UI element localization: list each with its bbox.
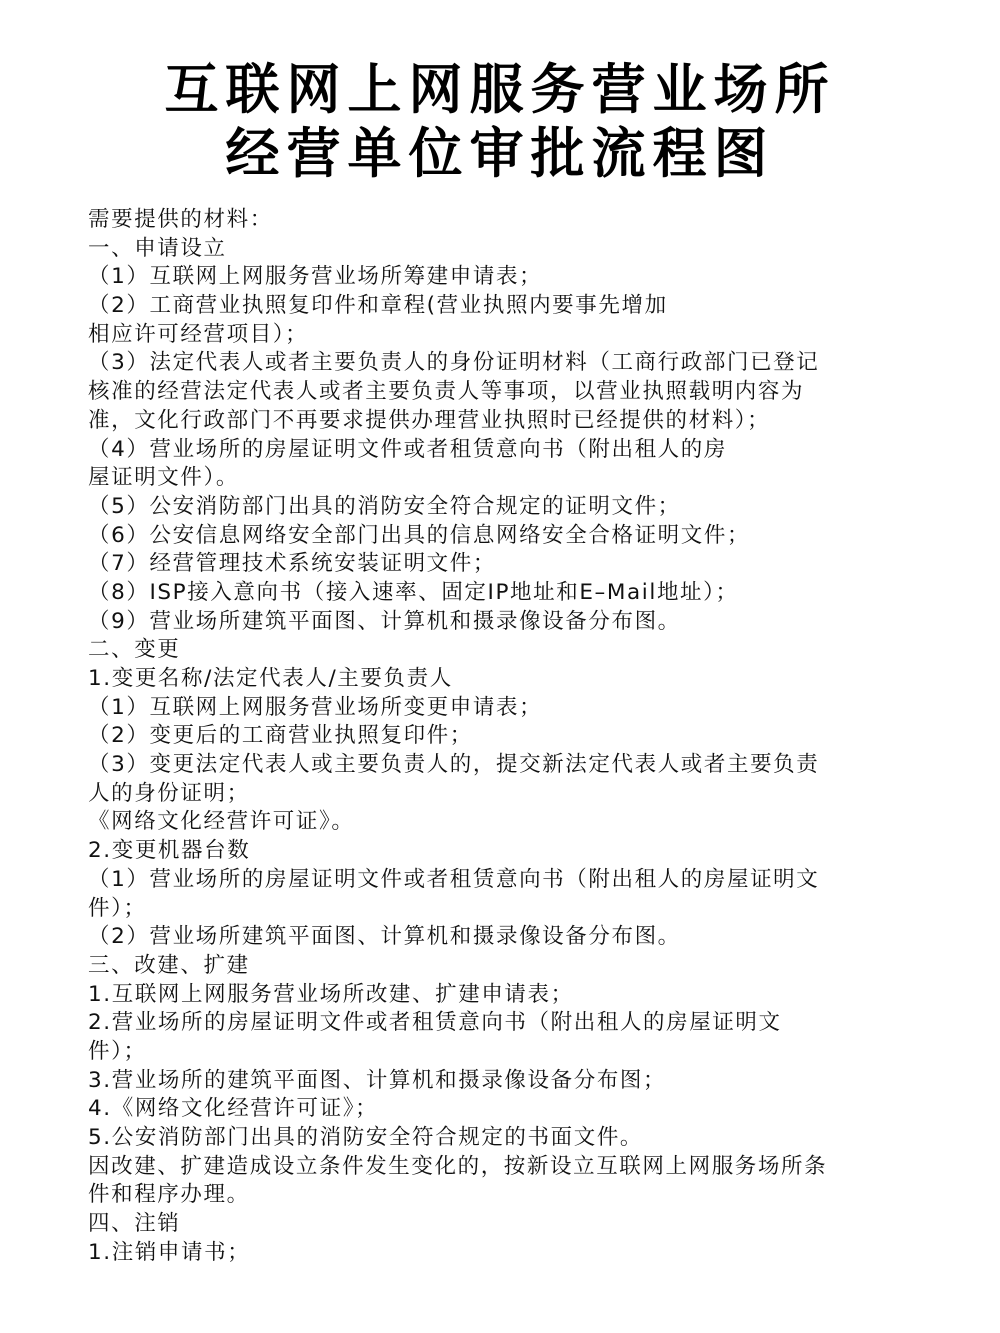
text-line: （2）营业场所建筑平面图、计算机和摄录像设备分布图。 bbox=[88, 924, 681, 950]
text-line: 相应许可经营项目）； bbox=[88, 321, 309, 347]
text-line: 二、变更 bbox=[88, 637, 181, 663]
document-title bbox=[0, 58, 1000, 186]
text-line: （1）互联网上网服务营业场所变更申请表； bbox=[88, 694, 543, 720]
text-line: 核准的经营法定代表人或者主要负责人等事项，以营业执照载明内容为 bbox=[88, 379, 805, 405]
text-line: （3）变更法定代表人或主要负责人的，提交新法定代表人或者主要负责 bbox=[88, 752, 820, 778]
text-line: 一、申请设立 bbox=[88, 235, 227, 261]
text-line: （8）ISP接入意向书（接入速率、固定IP地址和E–Mail地址）； bbox=[88, 579, 739, 605]
document-body bbox=[88, 206, 968, 1267]
text-line: 3.营业场所的建筑平面图、计算机和摄录像设备分布图； bbox=[88, 1067, 667, 1093]
text-line: 四、注销 bbox=[88, 1211, 181, 1237]
text-line: 三、改建、扩建 bbox=[88, 952, 250, 978]
text-line: （1）互联网上网服务营业场所筹建申请表； bbox=[88, 264, 543, 290]
text-line: 5.公安消防部门出具的消防安全符合规定的书面文件。 bbox=[88, 1125, 644, 1150]
text-line: （6）公安信息网络安全部门出具的信息网络安全合格证明文件； bbox=[88, 522, 751, 548]
text-line: 1.注销申请书； bbox=[88, 1239, 251, 1265]
title-line-2: 经营单位审批流程图 bbox=[225, 122, 775, 185]
text-line: 件和程序办理。 bbox=[88, 1182, 250, 1208]
text-line: （2）变更后的工商营业执照复印件； bbox=[88, 723, 473, 749]
text-line: 2.变更机器台数 bbox=[88, 838, 251, 864]
text-line: 人的身份证明； bbox=[88, 780, 250, 806]
text-line: 《网络文化经营许可证》。 bbox=[88, 809, 355, 835]
text-line: 屋证明文件）。 bbox=[88, 465, 239, 491]
text-line: （1）营业场所的房屋证明文件或者租赁意向书（附出租人的房屋证明文 bbox=[88, 866, 820, 892]
text-line: 准，文化行政部门不再要求提供办理营业执照时已经提供的材料）； bbox=[88, 407, 771, 433]
text-line: （9）营业场所建筑平面图、计算机和摄录像设备分布图。 bbox=[88, 608, 681, 634]
text-line: 1.变更名称/法定代表人/主要负责人 bbox=[88, 666, 453, 691]
title-line-1: 互联网上网服务营业场所 bbox=[164, 58, 836, 121]
text-line: 1.互联网上网服务营业场所改建、扩建申请表； bbox=[88, 981, 574, 1007]
text-line: （2）工商营业执照复印件和章程(营业执照内要事先增加 bbox=[88, 293, 668, 319]
text-line: 2.营业场所的房屋证明文件或者租赁意向书（附出租人的房屋证明文 bbox=[88, 1010, 782, 1036]
text-line: 4.《网络文化经营许可证》； bbox=[88, 1096, 379, 1122]
text-line: 需要提供的材料： bbox=[88, 207, 273, 232]
text-line: 件）； bbox=[88, 895, 147, 921]
text-line: （7）经营管理技术系统安装证明文件； bbox=[88, 551, 496, 577]
text-line: 因改建、扩建造成设立条件发生变化的，按新设立互联网上网服务场所条 bbox=[88, 1153, 828, 1179]
text-line: （3）法定代表人或者主要负责人的身份证明材料（工商行政部门已登记 bbox=[88, 350, 820, 376]
text-line: （5）公安消防部门出具的消防安全符合规定的证明文件； bbox=[88, 493, 681, 519]
text-line: 件）； bbox=[88, 1038, 147, 1064]
text-line: （4）营业场所的房屋证明文件或者租赁意向书（附出租人的房 bbox=[88, 436, 727, 462]
